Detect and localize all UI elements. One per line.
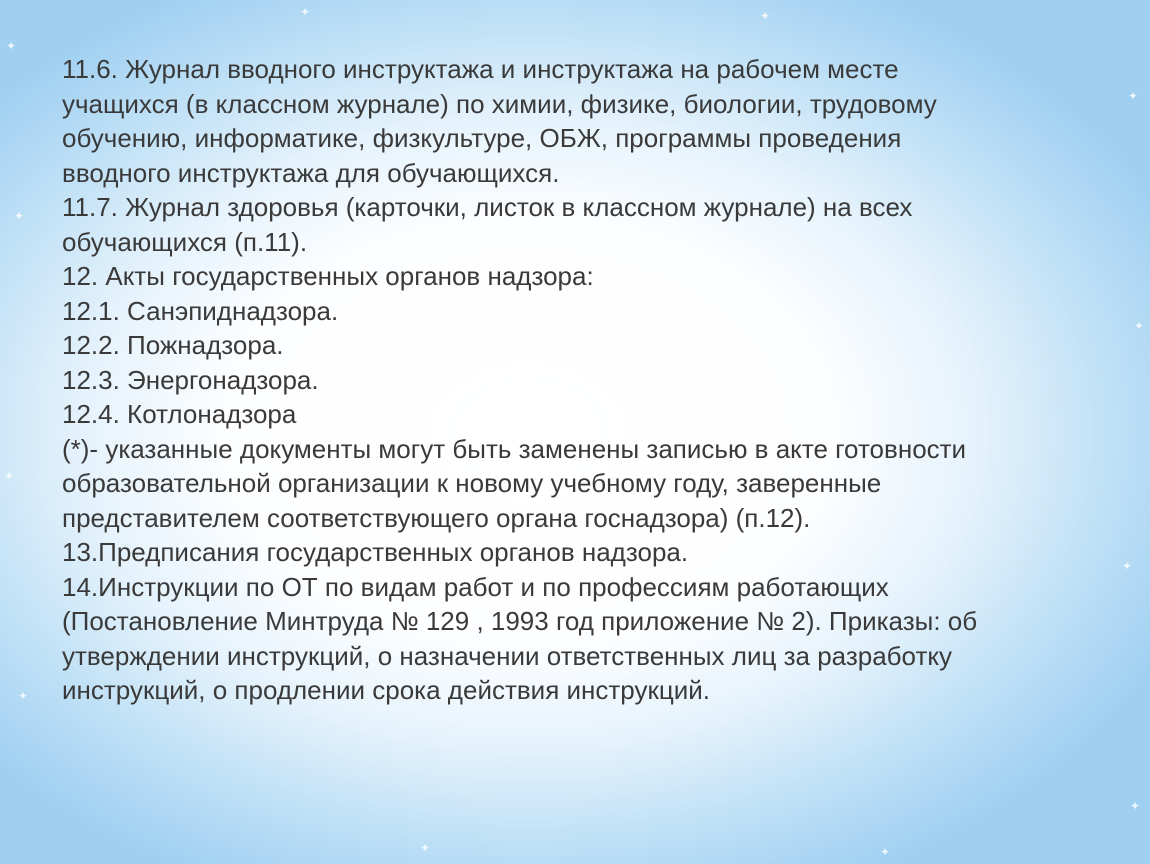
text-line: 11.7. Журнал здоровья (карточки, листок в классном журнале) на всех (62, 192, 913, 222)
text-line: 12.1. Санэпиднадзора. (62, 295, 339, 326)
sparkle-icon: ✦ (300, 5, 311, 19)
sparkle-icon: ✦ (760, 9, 771, 23)
document-body (62, 52, 1092, 708)
text-line: представителем соответствующего органа госнадзора) (п.12). (62, 502, 811, 533)
text-line: обучению, информатике, физкультуре, ОБЖ, программы проведения (62, 123, 902, 153)
sparkle-icon: ✦ (1122, 559, 1133, 573)
text-line: (Постановление Минтруда № 129 , 1993 год приложение № 2). Приказы: об (62, 606, 978, 636)
text-line: учащихся (в классном журнале) по химии, физике, биологии, трудовому (62, 88, 937, 119)
text-line: инструкций, о продлении срока действия инструкций. (62, 675, 711, 705)
text-line: 14.Инструкции по ОТ по видам работ и по профессиям работающих (62, 571, 889, 602)
sparkle-icon: ✦ (6, 39, 17, 53)
text-line: 13.Предписания государственных органов надзора. (62, 537, 689, 567)
text-line: (*)- указанные документы могут быть заменены записью в акте готовности (62, 433, 967, 464)
sparkle-icon: ✦ (14, 209, 25, 223)
sparkle-icon: ✦ (1134, 319, 1145, 333)
sparkle-icon: ✦ (420, 841, 431, 855)
text-line: 12.4. Котлонадзора (62, 399, 297, 429)
sparkle-icon: ✦ (1130, 799, 1141, 813)
text-line: образовательной организации к новому учебному году, заверенные (62, 468, 882, 498)
text-line: вводного инструктажа для обучающихся. (62, 157, 560, 188)
text-line: 11.6. Журнал вводного инструктажа и инструктажа на рабочем месте (62, 54, 899, 84)
text-line: 12. Акты государственных органов надзора: (62, 261, 594, 291)
sparkle-icon: ✦ (1128, 89, 1139, 103)
text-line: 12.3. Энергонадзора. (62, 364, 319, 395)
sparkle-icon: ✦ (18, 689, 29, 703)
text-line: обучающихся (п.11). (62, 226, 308, 257)
sparkle-icon: ✦ (880, 845, 891, 859)
text-line: 12.2. Пожнадзора. (62, 330, 284, 360)
sparkle-icon: ✦ (4, 469, 15, 483)
text-line: утверждении инструкций, о назначении ответственных лиц за разработку (62, 640, 953, 671)
